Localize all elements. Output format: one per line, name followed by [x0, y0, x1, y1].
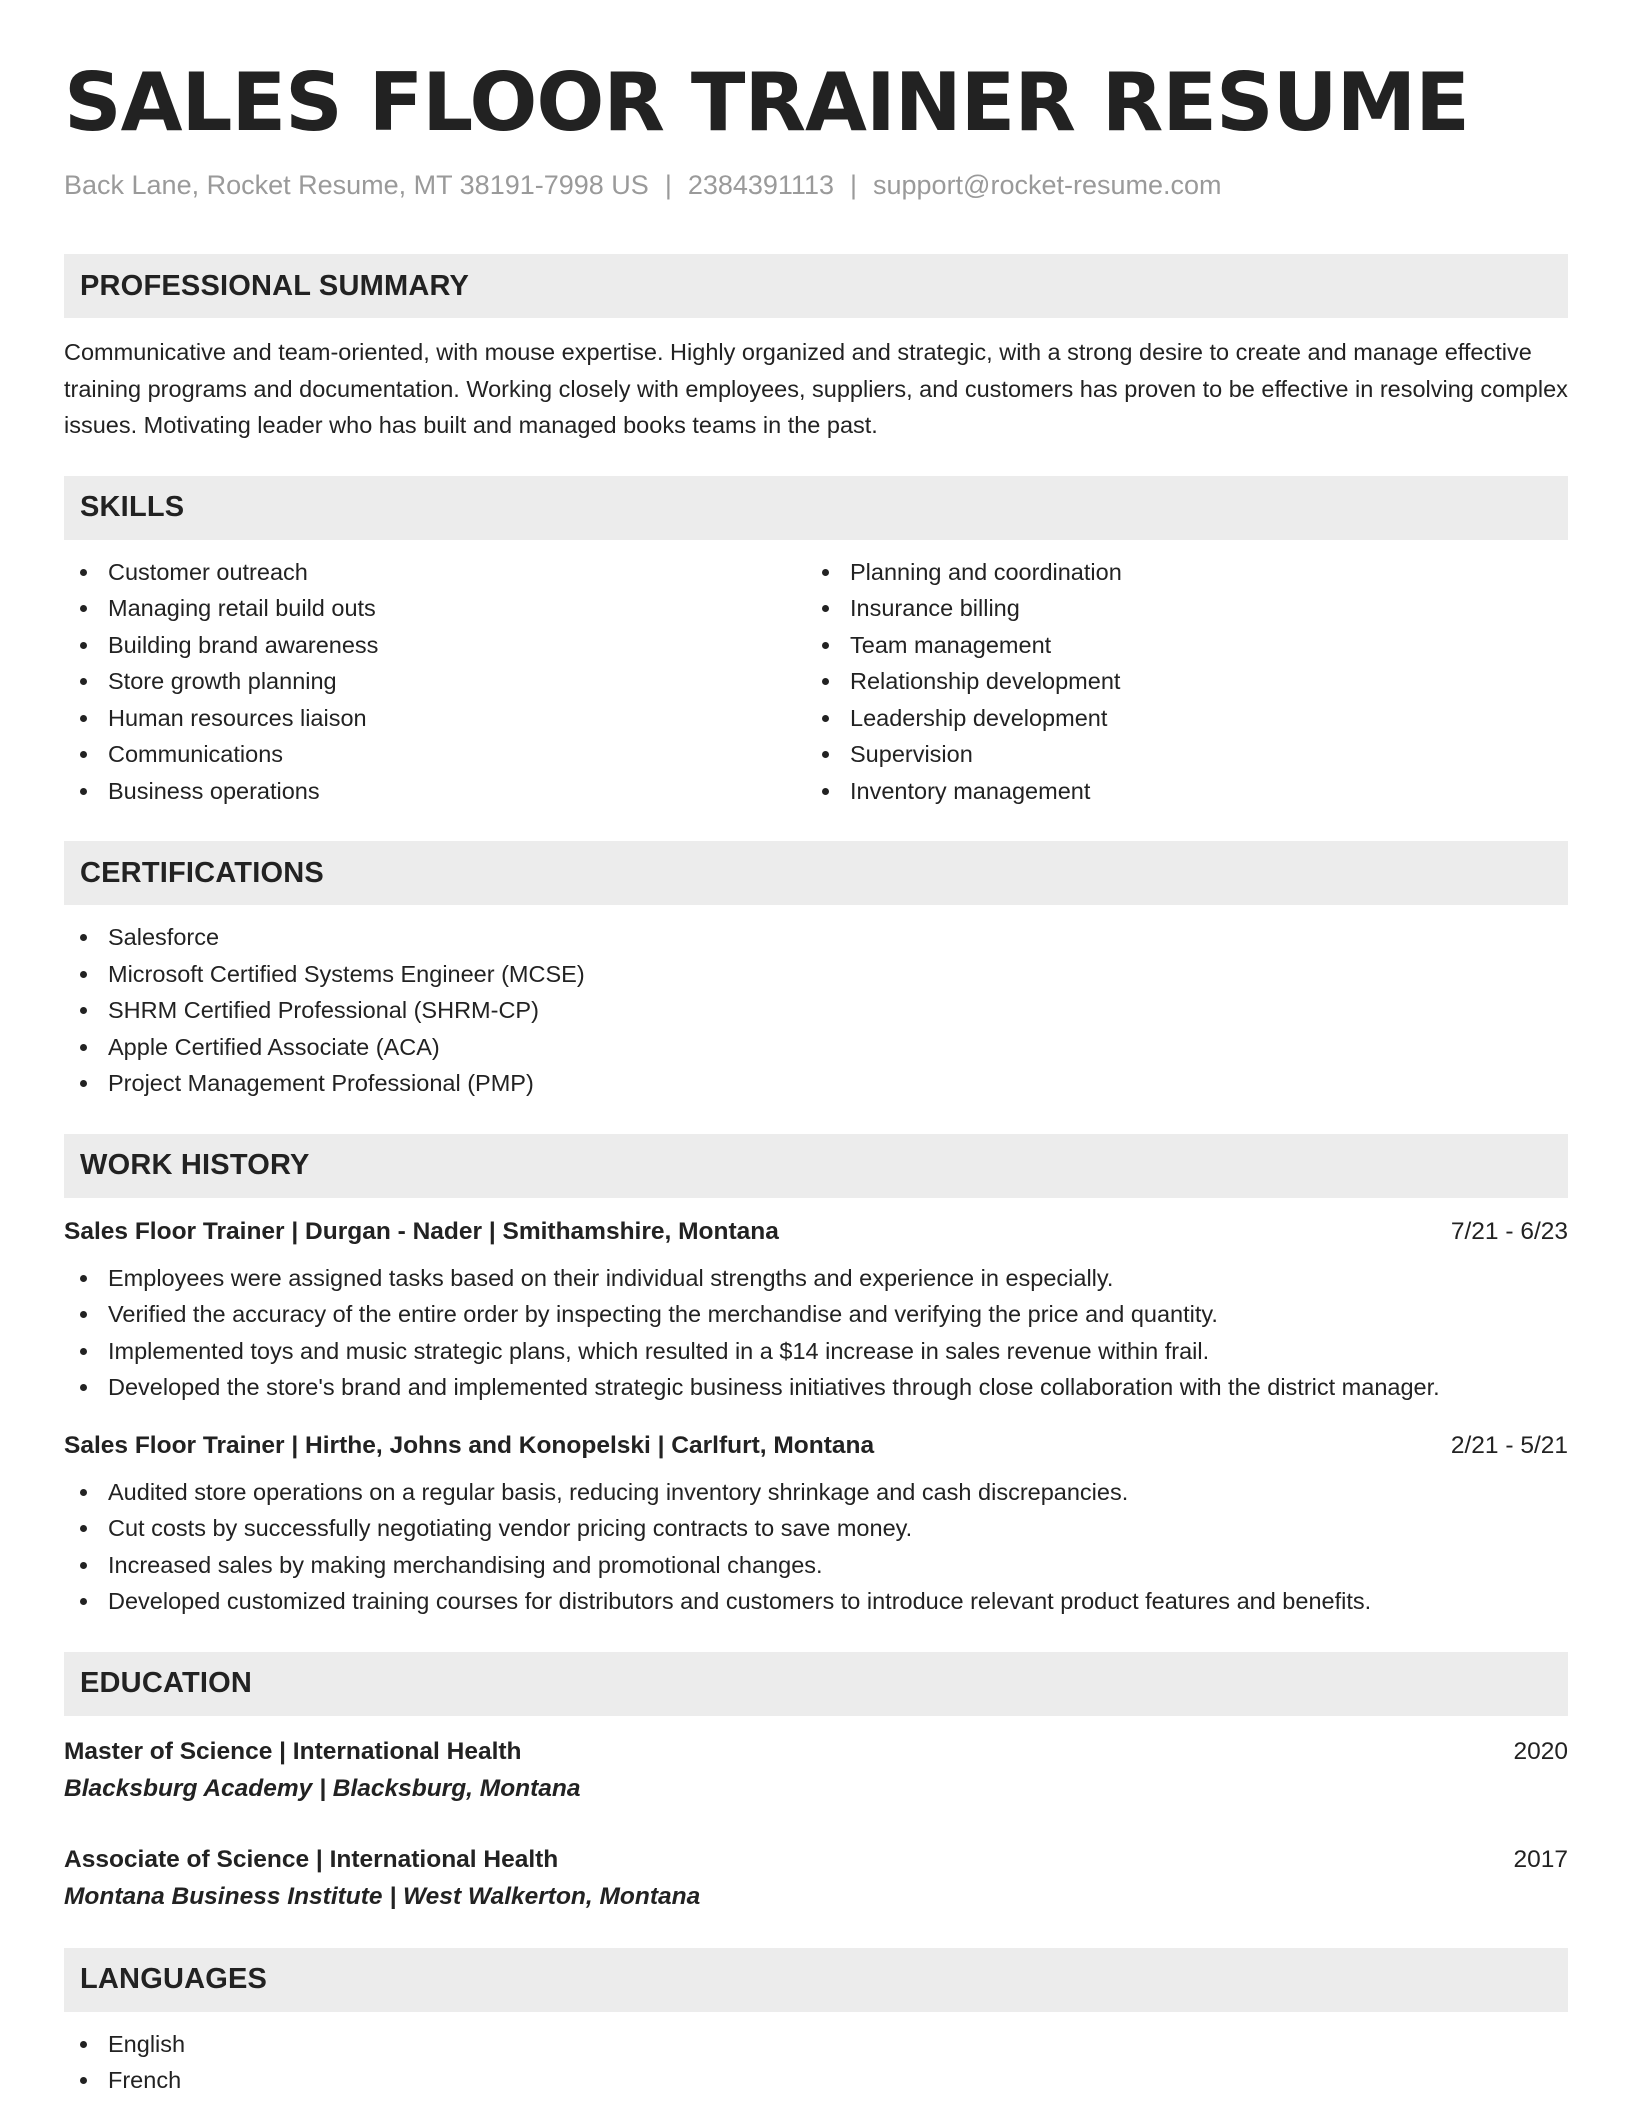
- education-header: [64, 1734, 1568, 1770]
- education-degree: Master of Science | International Health: [64, 1737, 522, 1765]
- work-history-heading: WORK HISTORY: [64, 1134, 1568, 1198]
- job-entry: [64, 1428, 1568, 1620]
- skill-item: Relationship development: [806, 663, 1568, 700]
- languages-heading: LANGUAGES: [64, 1948, 1568, 2012]
- skill-item: Inventory management: [806, 773, 1568, 810]
- job-dates: 7/21 - 6/23: [1450, 1217, 1568, 1245]
- skill-item: Managing retail build outs: [64, 590, 806, 627]
- education-year: 2017: [1513, 1845, 1568, 1873]
- skill-item: Communications: [64, 736, 806, 773]
- job-bullet: Increased sales by making merchandising and promotional changes.: [64, 1547, 1568, 1584]
- education-year: 2020: [1513, 1737, 1568, 1765]
- certification-item: Project Management Professional (PMP): [64, 1065, 1568, 1102]
- contact-email: support@rocket-resume.com: [873, 170, 1222, 200]
- job-bullet: Employees were assigned tasks based on their individual strengths and experience in especially.: [64, 1260, 1568, 1297]
- job-bullet: Audited store operations on a regular basis, reducing inventory shrinkage and cash discrepancies.: [64, 1474, 1568, 1511]
- contact-separator: |: [849, 170, 857, 200]
- job-header: [64, 1214, 1568, 1250]
- summary-text: Communicative and team-oriented, with mouse expertise. Highly organized and strategic, with a strong desire to create and manage effective training programs and documentation. Working closely with employees, suppliers, and customers has proven to be effective in resolving complex issues. Motivating leader who has built and managed books teams in the past.: [64, 339, 1568, 438]
- skills-heading: SKILLS: [64, 476, 1568, 540]
- skill-item: Team management: [806, 627, 1568, 664]
- job-title: Sales Floor Trainer | Hirthe, Johns and Konopelski | Carlfurt, Montana: [64, 1431, 875, 1459]
- skill-item: Supervision: [806, 736, 1568, 773]
- language-item: English: [64, 2026, 1568, 2063]
- language-item: French: [64, 2062, 1568, 2099]
- skill-item: Human resources liaison: [64, 700, 806, 737]
- certification-item: Apple Certified Associate (ACA): [64, 1029, 1568, 1066]
- job-bullet: Developed the store's brand and implemented strategic business initiatives through close collaboration with the district manager.: [64, 1369, 1568, 1406]
- education-entry: [64, 1842, 1568, 1916]
- resume-title: SALES FLOOR TRAINER RESUME: [64, 56, 1469, 149]
- certifications-list: [64, 919, 1568, 1102]
- job-entry: [64, 1214, 1568, 1406]
- education-school: Blacksburg Academy | Blacksburg, Montana: [64, 1774, 581, 1802]
- skill-item: Leadership development: [806, 700, 1568, 737]
- contact-line: [64, 168, 1568, 202]
- skills-column-right: [806, 554, 1568, 810]
- education-heading: EDUCATION: [64, 1652, 1568, 1716]
- skill-item: Building brand awareness: [64, 627, 806, 664]
- contact-address: Back Lane, Rocket Resume, MT 38191-7998 US: [64, 170, 649, 200]
- certification-item: Salesforce: [64, 919, 1568, 956]
- skills-list-right: [806, 554, 1568, 810]
- job-bullets: [64, 1474, 1568, 1620]
- job-header: [64, 1428, 1568, 1464]
- job-bullet: Developed customized training courses for distributors and customers to introduce relevant product features and benefits.: [64, 1583, 1568, 1620]
- education-entry: [64, 1734, 1568, 1808]
- languages-list: [64, 2026, 1568, 2099]
- skills-columns: [64, 554, 1568, 810]
- skill-item: Business operations: [64, 773, 806, 810]
- skill-item: Planning and coordination: [806, 554, 1568, 591]
- education-header: [64, 1842, 1568, 1878]
- resume-page: [64, 54, 1568, 2099]
- skill-item: Insurance billing: [806, 590, 1568, 627]
- education-school: Montana Business Institute | West Walkerton, Montana: [64, 1882, 701, 1910]
- skills-list-left: [64, 554, 806, 810]
- contact-phone: 2384391113: [687, 170, 834, 200]
- job-bullet: Cut costs by successfully negotiating vendor pricing contracts to save money.: [64, 1510, 1568, 1547]
- job-title: Sales Floor Trainer | Durgan - Nader | Smithamshire, Montana: [64, 1217, 779, 1245]
- contact-separator: |: [664, 170, 672, 200]
- summary-heading: PROFESSIONAL SUMMARY: [64, 254, 1568, 318]
- job-bullet: Verified the accuracy of the entire order by inspecting the merchandise and verifying the price and quantity.: [64, 1296, 1568, 1333]
- certifications-heading: CERTIFICATIONS: [64, 841, 1568, 905]
- skill-item: Customer outreach: [64, 554, 806, 591]
- job-bullets: [64, 1260, 1568, 1406]
- certification-item: SHRM Certified Professional (SHRM-CP): [64, 992, 1568, 1029]
- education-degree: Associate of Science | International Health: [64, 1845, 559, 1873]
- skills-column-left: [64, 554, 806, 810]
- job-bullet: Implemented toys and music strategic plans, which resulted in a $14 increase in sales revenue within frail.: [64, 1333, 1568, 1370]
- job-dates: 2/21 - 5/21: [1450, 1431, 1568, 1459]
- certification-item: Microsoft Certified Systems Engineer (MCSE): [64, 956, 1568, 993]
- skill-item: Store growth planning: [64, 663, 806, 700]
